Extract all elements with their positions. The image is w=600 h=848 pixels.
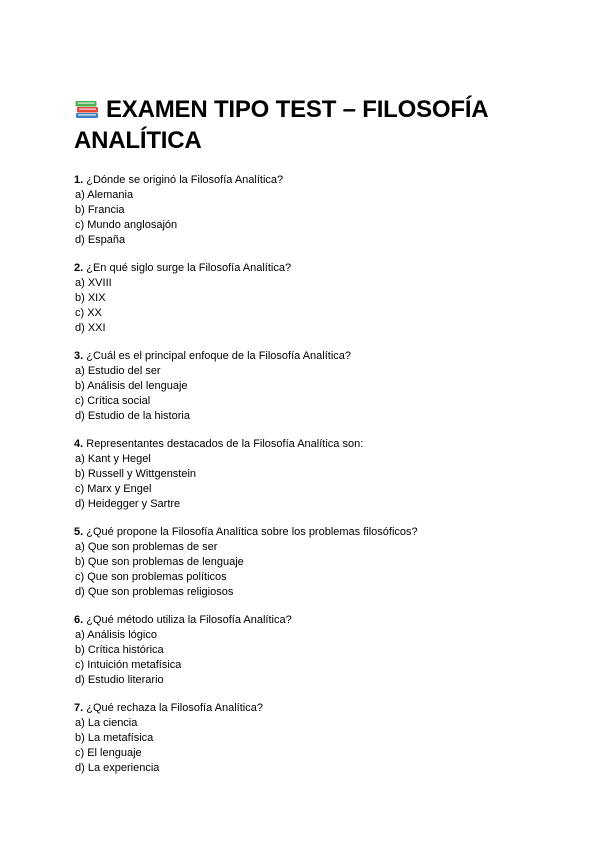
answer-option: a) Estudio del ser: [75, 365, 161, 377]
answer-option: d) Estudio de la historia: [75, 410, 190, 422]
option-list: [74, 716, 544, 776]
answer-option: c) Crítica social: [75, 395, 151, 407]
answer-option: b) Que son problemas de lenguaje: [75, 556, 244, 568]
question-text: ¿Qué rechaza la Filosofía Analítica?: [86, 702, 263, 714]
answer-option: d) Estudio literario: [75, 674, 164, 686]
question-text: ¿Qué propone la Filosofía Analítica sobre los problemas filosóficos?: [86, 526, 418, 538]
question-2: [74, 261, 544, 336]
question-text-line: [74, 437, 544, 452]
question-text: ¿Cuál es el principal enfoque de la Filosofía Analítica?: [86, 350, 352, 362]
answer-option: c) Que son problemas políticos: [75, 571, 227, 583]
answer-option: a) Kant y Hegel: [75, 453, 151, 465]
option-list: [74, 540, 544, 600]
answer-option: a) Análisis lógico: [75, 629, 157, 641]
answer-option: c) XX: [75, 307, 102, 319]
question-number: 7.: [74, 702, 84, 714]
option-list: [74, 452, 544, 512]
books-icon: [74, 96, 100, 118]
answer-option: d) La experiencia: [75, 762, 160, 774]
question-number: 6.: [74, 614, 84, 626]
question-number: 2.: [74, 262, 84, 274]
question-number: 5.: [74, 526, 84, 538]
answer-option: b) XIX: [75, 292, 106, 304]
question-number: 4.: [74, 438, 84, 450]
question-text-line: [74, 525, 544, 540]
answer-option: d) España: [75, 234, 126, 246]
answer-option: a) Alemania: [75, 189, 134, 201]
answer-option: b) Russell y Wittgenstein: [75, 468, 197, 480]
question-1: [74, 173, 544, 248]
question-text-line: [74, 261, 544, 276]
question-text-line: [74, 173, 544, 188]
question-7: [74, 701, 544, 776]
title-text: EXAMEN TIPO TEST – FILOSOFÍA ANALÍTICA: [74, 96, 488, 154]
answer-option: b) Análisis del lenguaje: [75, 380, 188, 392]
answer-option: d) Heidegger y Sartre: [75, 498, 181, 510]
question-number: 3.: [74, 350, 84, 362]
question-5: [74, 525, 544, 600]
question-text-line: [74, 349, 544, 364]
question-text-line: [74, 613, 544, 628]
answer-option: b) La metafísica: [75, 732, 154, 744]
question-4: [74, 437, 544, 512]
question-3: [74, 349, 544, 424]
option-list: [74, 364, 544, 424]
question-text: ¿Dónde se originó la Filosofía Analítica?: [86, 174, 284, 186]
question-list: [74, 173, 544, 776]
answer-option: c) El lenguaje: [75, 747, 142, 759]
answer-option: c) Marx y Engel: [75, 483, 152, 495]
answer-option: a) XVIII: [75, 277, 112, 289]
question-text: ¿Qué método utiliza la Filosofía Analítica?: [86, 614, 292, 626]
question-6: [74, 613, 544, 688]
answer-option: c) Mundo anglosajón: [75, 219, 178, 231]
page-title: [74, 94, 544, 156]
answer-option: d) XXI: [75, 322, 106, 334]
answer-option: a) La ciencia: [75, 717, 138, 729]
question-text: ¿En qué siglo surge la Filosofía Analítica?: [86, 262, 292, 274]
question-number: 1.: [74, 174, 84, 186]
exam-page: [74, 94, 544, 789]
answer-option: b) Francia: [75, 204, 125, 216]
answer-option: b) Crítica histórica: [75, 644, 164, 656]
option-list: [74, 188, 544, 248]
answer-option: c) Intuición metafísica: [75, 659, 182, 671]
question-text: Representantes destacados de la Filosofía Analítica son:: [86, 438, 364, 450]
answer-option: d) Que son problemas religiosos: [75, 586, 234, 598]
question-text-line: [74, 701, 544, 716]
option-list: [74, 628, 544, 688]
answer-option: a) Que son problemas de ser: [75, 541, 218, 553]
option-list: [74, 276, 544, 336]
